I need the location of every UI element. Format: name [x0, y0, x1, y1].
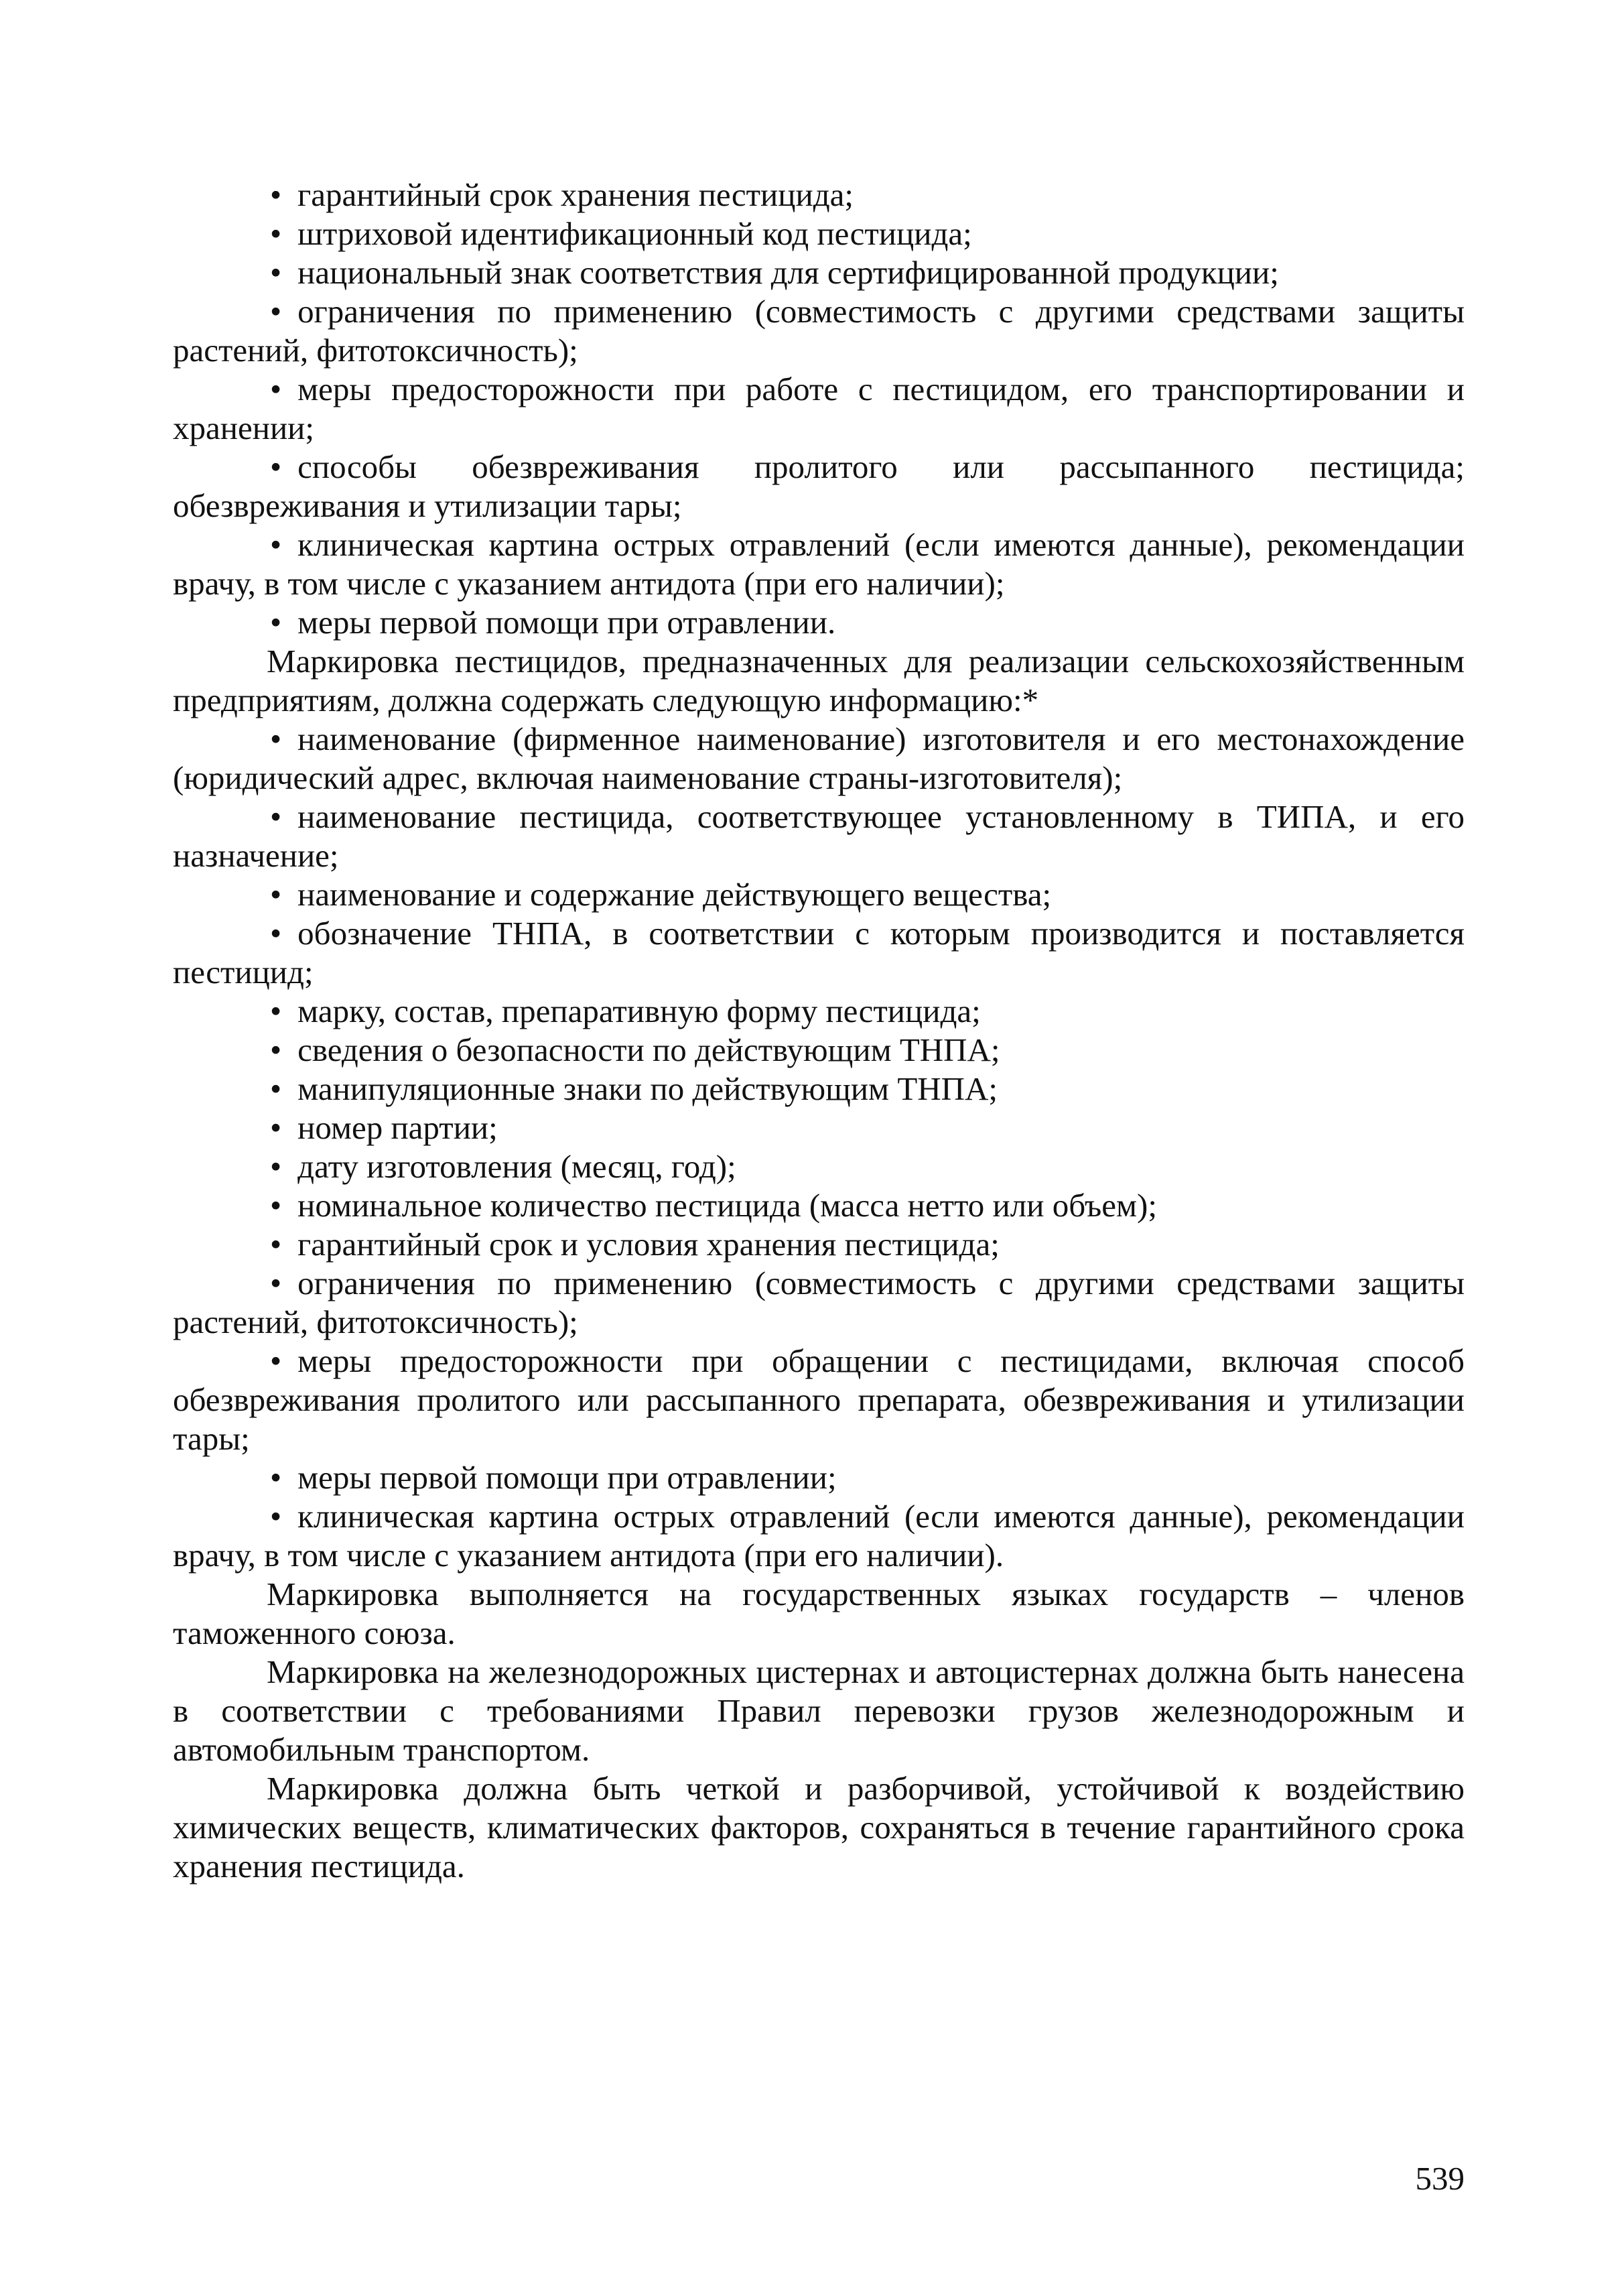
- list-item: • наименование пестицида, соответствующее установленному в ТИПА, и его назначение;: [173, 798, 1465, 875]
- list-item: • клиническая картина острых отравлений (если имеются данные), рекомендации врачу, в том числе с указанием антидота (при его наличии);: [173, 525, 1465, 603]
- paragraph-tank-marking: Маркировка на железнодорожных цистернах и автоцистернах должна быть нанесена в соответствии с требованиями Правил перевозки грузов железнодорожным и автомобильным транспортом.: [173, 1653, 1465, 1768]
- list-item: • штриховой идентификационный код пестицида;: [173, 214, 1465, 253]
- list-item: • меры предосторожности при обращении с пестицидами, включая способ обезвреживания пролитого или рассыпанного препарата, обезвреживания и утилизации тары;: [173, 1342, 1465, 1458]
- list-item: • марку, состав, препаративную форму пестицида;: [173, 992, 1465, 1031]
- intro-paragraph: Маркировка пестицидов, предназначенных для реализации сельскохозяйственным предприятиям, должна содержать следующую информацию:*: [173, 643, 1465, 718]
- list-item: • наименование и содержание действующего вещества;: [173, 875, 1465, 914]
- paragraph-legibility: Маркировка должна быть четкой и разборчивой, устойчивой к воздействию химических веществ, климатических факторов, сохраняться в течение гарантийного срока хранения пестицида.: [173, 1770, 1465, 1885]
- bullet-list-marking-info: [173, 720, 1465, 1575]
- list-item: • ограничения по применению (совместимость с другими средствами защиты растений, фитотоксичность);: [173, 1264, 1465, 1342]
- paragraph-languages: Маркировка выполняется на государственных языках государств – членов таможенного союза.: [173, 1576, 1465, 1651]
- list-item: • способы обезвреживания пролитого или рассыпанного пестицида; обезвреживания и утилизации тары;: [173, 448, 1465, 525]
- list-item: • меры предосторожности при работе с пестицидом, его транспортировании и хранении;: [173, 370, 1465, 448]
- list-item: • меры первой помощи при отравлении;: [173, 1458, 1465, 1497]
- list-item: • ограничения по применению (совместимость с другими средствами защиты растений, фитотоксичность);: [173, 292, 1465, 370]
- list-item: • гарантийный срок хранения пестицида;: [173, 176, 1465, 214]
- list-item: • дату изготовления (месяц, год);: [173, 1147, 1465, 1186]
- list-item: • клиническая картина острых отравлений (если имеются данные), рекомендации врачу, в том числе с указанием антидота (при его наличии).: [173, 1497, 1465, 1575]
- list-item: • номер партии;: [173, 1108, 1465, 1147]
- page-number: 539: [1415, 2160, 1465, 2197]
- list-item: • меры первой помощи при отравлении.: [173, 603, 1465, 642]
- list-item: • обозначение ТНПА, в соответствии с которым производится и поставляется пестицид;: [173, 914, 1465, 992]
- list-item: • номинальное количество пестицида (масса нетто или объем);: [173, 1186, 1465, 1225]
- list-item: • национальный знак соответствия для сертифицированной продукции;: [173, 253, 1465, 292]
- page-body: [173, 176, 1465, 1886]
- list-item: • наименование (фирменное наименование) изготовителя и его местонахождение (юридический адрес, включая наименование страны-изготовителя);: [173, 720, 1465, 798]
- bullet-list-storage-info: [173, 176, 1465, 642]
- list-item: • манипуляционные знаки по действующим ТНПА;: [173, 1070, 1465, 1108]
- list-item: • сведения о безопасности по действующим ТНПА;: [173, 1031, 1465, 1070]
- list-item: • гарантийный срок и условия хранения пестицида;: [173, 1225, 1465, 1264]
